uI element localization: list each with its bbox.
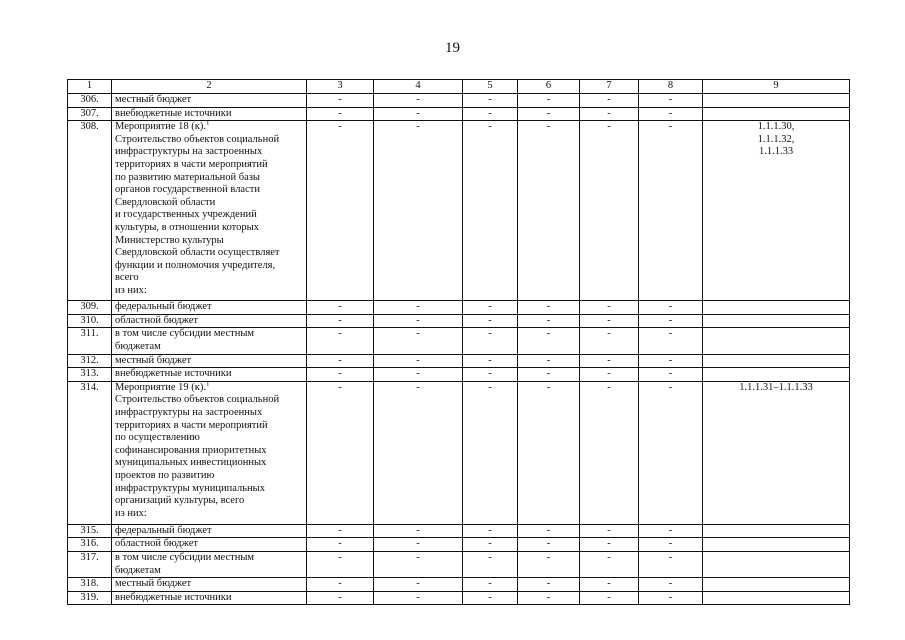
table-row <box>68 121 850 301</box>
footnote-marker: 1 <box>206 120 210 127</box>
value-cell: - <box>463 354 518 368</box>
value-cell: - <box>307 578 374 592</box>
row-name <box>112 301 307 315</box>
row-name-text: внебюджетные источники <box>115 107 232 119</box>
table-row <box>68 107 850 121</box>
row-name-text: в том числе субсидии местным бюджетам <box>115 328 255 352</box>
row-name-text: местный бюджет <box>115 94 192 105</box>
target-indicator-ref: 1.1.1.31–1.1.1.33 <box>703 381 850 524</box>
row-name <box>112 578 307 592</box>
row-number: 318. <box>68 578 112 592</box>
row-number: 314. <box>68 381 112 524</box>
row-name <box>112 121 307 301</box>
page-number: 19 <box>445 40 460 56</box>
column-header: 8 <box>639 80 703 94</box>
target-indicator-ref <box>703 301 850 315</box>
target-indicator-ref <box>703 368 850 382</box>
row-name <box>112 354 307 368</box>
value-cell: - <box>307 328 374 354</box>
row-name-text: местный бюджет <box>115 354 192 366</box>
row-number: 316. <box>68 538 112 552</box>
value-cell: - <box>639 591 703 605</box>
value-cell: - <box>518 301 580 315</box>
row-number: 309. <box>68 301 112 315</box>
column-header: 3 <box>307 80 374 94</box>
row-name-text: федеральный бюджет <box>115 524 212 536</box>
value-cell: - <box>518 524 580 538</box>
target-indicator-ref <box>703 551 850 577</box>
value-cell: - <box>374 107 463 121</box>
row-number: 315. <box>68 524 112 538</box>
value-cell: - <box>307 524 374 538</box>
value-cell: - <box>374 551 463 577</box>
column-header: 1 <box>68 80 112 94</box>
value-cell: - <box>463 551 518 577</box>
value-cell: - <box>518 368 580 382</box>
value-cell: - <box>374 121 463 301</box>
row-name <box>112 591 307 605</box>
table-header-row <box>68 80 850 94</box>
target-indicator-ref <box>703 538 850 552</box>
value-cell: - <box>580 314 639 328</box>
value-cell: - <box>580 381 639 524</box>
target-indicator-ref <box>703 591 850 605</box>
value-cell: - <box>580 591 639 605</box>
value-cell: - <box>374 578 463 592</box>
value-cell: - <box>374 94 463 108</box>
value-cell: - <box>580 328 639 354</box>
target-indicator-ref <box>703 328 850 354</box>
value-cell: - <box>374 328 463 354</box>
table-row <box>68 314 850 328</box>
target-indicator-ref <box>703 578 850 592</box>
value-cell: - <box>374 381 463 524</box>
value-cell: - <box>518 591 580 605</box>
value-cell: - <box>374 354 463 368</box>
value-cell: - <box>580 301 639 315</box>
row-name-text: внебюджетные источники <box>115 591 232 603</box>
value-cell: - <box>463 328 518 354</box>
row-number: 319. <box>68 591 112 605</box>
row-name <box>112 94 307 108</box>
value-cell: - <box>639 538 703 552</box>
value-cell: - <box>463 314 518 328</box>
value-cell: - <box>518 107 580 121</box>
value-cell: - <box>580 94 639 108</box>
value-cell: - <box>580 538 639 552</box>
value-cell: - <box>639 381 703 524</box>
row-name <box>112 368 307 382</box>
value-cell: - <box>307 94 374 108</box>
row-name <box>112 328 307 354</box>
program-table <box>67 79 850 605</box>
row-name-text: в том числе субсидии местным бюджетам <box>115 551 255 576</box>
value-cell: - <box>639 354 703 368</box>
value-cell: - <box>639 368 703 382</box>
table-row <box>68 328 850 354</box>
value-cell: - <box>463 94 518 108</box>
row-name <box>112 314 307 328</box>
value-cell: - <box>463 538 518 552</box>
value-cell: - <box>307 538 374 552</box>
value-cell: - <box>580 578 639 592</box>
value-cell: - <box>463 301 518 315</box>
value-cell: - <box>639 314 703 328</box>
value-cell: - <box>374 301 463 315</box>
table-body <box>68 80 850 605</box>
value-cell: - <box>307 368 374 382</box>
value-cell: - <box>580 524 639 538</box>
row-name-continuation: Строительство объектов социальной инфраструктуры на застроенных территориях в части мероприятий по развитию материальной базы органов государственной власти Свердловской области и государственных учреждений культуры, в отношении которых Министерство культуры Свердловской области осуществляет функции и полномочия учредителя, всего из них: <box>115 133 280 296</box>
table-row <box>68 94 850 108</box>
row-name-text: Мероприятие 18 (к). <box>115 121 207 133</box>
value-cell: - <box>307 301 374 315</box>
row-name <box>112 107 307 121</box>
value-cell: - <box>518 354 580 368</box>
value-cell: - <box>374 368 463 382</box>
value-cell: - <box>639 328 703 354</box>
table-row <box>68 354 850 368</box>
value-cell: - <box>463 121 518 301</box>
value-cell: - <box>463 524 518 538</box>
value-cell: - <box>463 107 518 121</box>
column-header: 2 <box>112 80 307 94</box>
value-cell: - <box>518 328 580 354</box>
value-cell: - <box>518 551 580 577</box>
row-name-text: федеральный бюджет <box>115 301 212 313</box>
row-number: 312. <box>68 354 112 368</box>
value-cell: - <box>374 538 463 552</box>
value-cell: - <box>307 107 374 121</box>
row-number: 317. <box>68 551 112 577</box>
row-number: 306. <box>68 94 112 108</box>
table-row <box>68 368 850 382</box>
row-name-text: областной бюджет <box>115 538 198 550</box>
footnote-marker: 1 <box>206 381 210 388</box>
column-header: 4 <box>374 80 463 94</box>
row-name <box>112 538 307 552</box>
value-cell: - <box>580 368 639 382</box>
value-cell: - <box>580 121 639 301</box>
value-cell: - <box>374 524 463 538</box>
value-cell: - <box>463 368 518 382</box>
value-cell: - <box>307 121 374 301</box>
target-indicator-ref <box>703 94 850 108</box>
value-cell: - <box>307 314 374 328</box>
table-row <box>68 381 850 524</box>
target-indicator-ref <box>703 524 850 538</box>
column-header: 5 <box>463 80 518 94</box>
table-row <box>68 578 850 592</box>
value-cell: - <box>518 121 580 301</box>
row-name-text: местный бюджет <box>115 578 192 590</box>
row-name <box>112 524 307 538</box>
value-cell: - <box>463 578 518 592</box>
value-cell: - <box>518 381 580 524</box>
value-cell: - <box>518 578 580 592</box>
value-cell: - <box>639 107 703 121</box>
column-header: 7 <box>580 80 639 94</box>
value-cell: - <box>374 314 463 328</box>
row-name <box>112 381 307 524</box>
table-row <box>68 538 850 552</box>
row-name-continuation: Строительство объектов социальной инфраструктуры на застроенных территориях в части мероприятий по осуществлению софинансирования приоритетных муниципальных инвестиционных проектов по развитию инфраструктуры муниципальных организаций культуры, всего из них: <box>115 394 280 519</box>
value-cell: - <box>463 591 518 605</box>
table-row <box>68 551 850 577</box>
value-cell: - <box>518 94 580 108</box>
table-row <box>68 524 850 538</box>
value-cell: - <box>639 524 703 538</box>
value-cell: - <box>374 591 463 605</box>
value-cell: - <box>639 578 703 592</box>
value-cell: - <box>307 591 374 605</box>
target-indicator-ref <box>703 314 850 328</box>
value-cell: - <box>307 354 374 368</box>
row-name-text: внебюджетные источники <box>115 368 232 380</box>
value-cell: - <box>463 381 518 524</box>
target-indicator-ref: 1.1.1.30, 1.1.1.32, 1.1.1.33 <box>703 121 850 301</box>
row-number: 311. <box>68 328 112 354</box>
row-name <box>112 551 307 577</box>
row-number: 313. <box>68 368 112 382</box>
value-cell: - <box>580 551 639 577</box>
value-cell: - <box>518 538 580 552</box>
value-cell: - <box>518 314 580 328</box>
column-header: 9 <box>703 80 850 94</box>
value-cell: - <box>307 381 374 524</box>
value-cell: - <box>639 551 703 577</box>
value-cell: - <box>639 301 703 315</box>
row-name-text: Мероприятие 19 (к). <box>115 381 207 393</box>
value-cell: - <box>639 94 703 108</box>
row-number: 308. <box>68 121 112 301</box>
row-name-text: областной бюджет <box>115 314 198 326</box>
value-cell: - <box>580 354 639 368</box>
value-cell: - <box>580 107 639 121</box>
column-header: 6 <box>518 80 580 94</box>
row-number: 310. <box>68 314 112 328</box>
target-indicator-ref <box>703 354 850 368</box>
table-row <box>68 591 850 605</box>
table-row <box>68 301 850 315</box>
row-number: 307. <box>68 107 112 121</box>
value-cell: - <box>307 551 374 577</box>
value-cell: - <box>639 121 703 301</box>
target-indicator-ref <box>703 107 850 121</box>
